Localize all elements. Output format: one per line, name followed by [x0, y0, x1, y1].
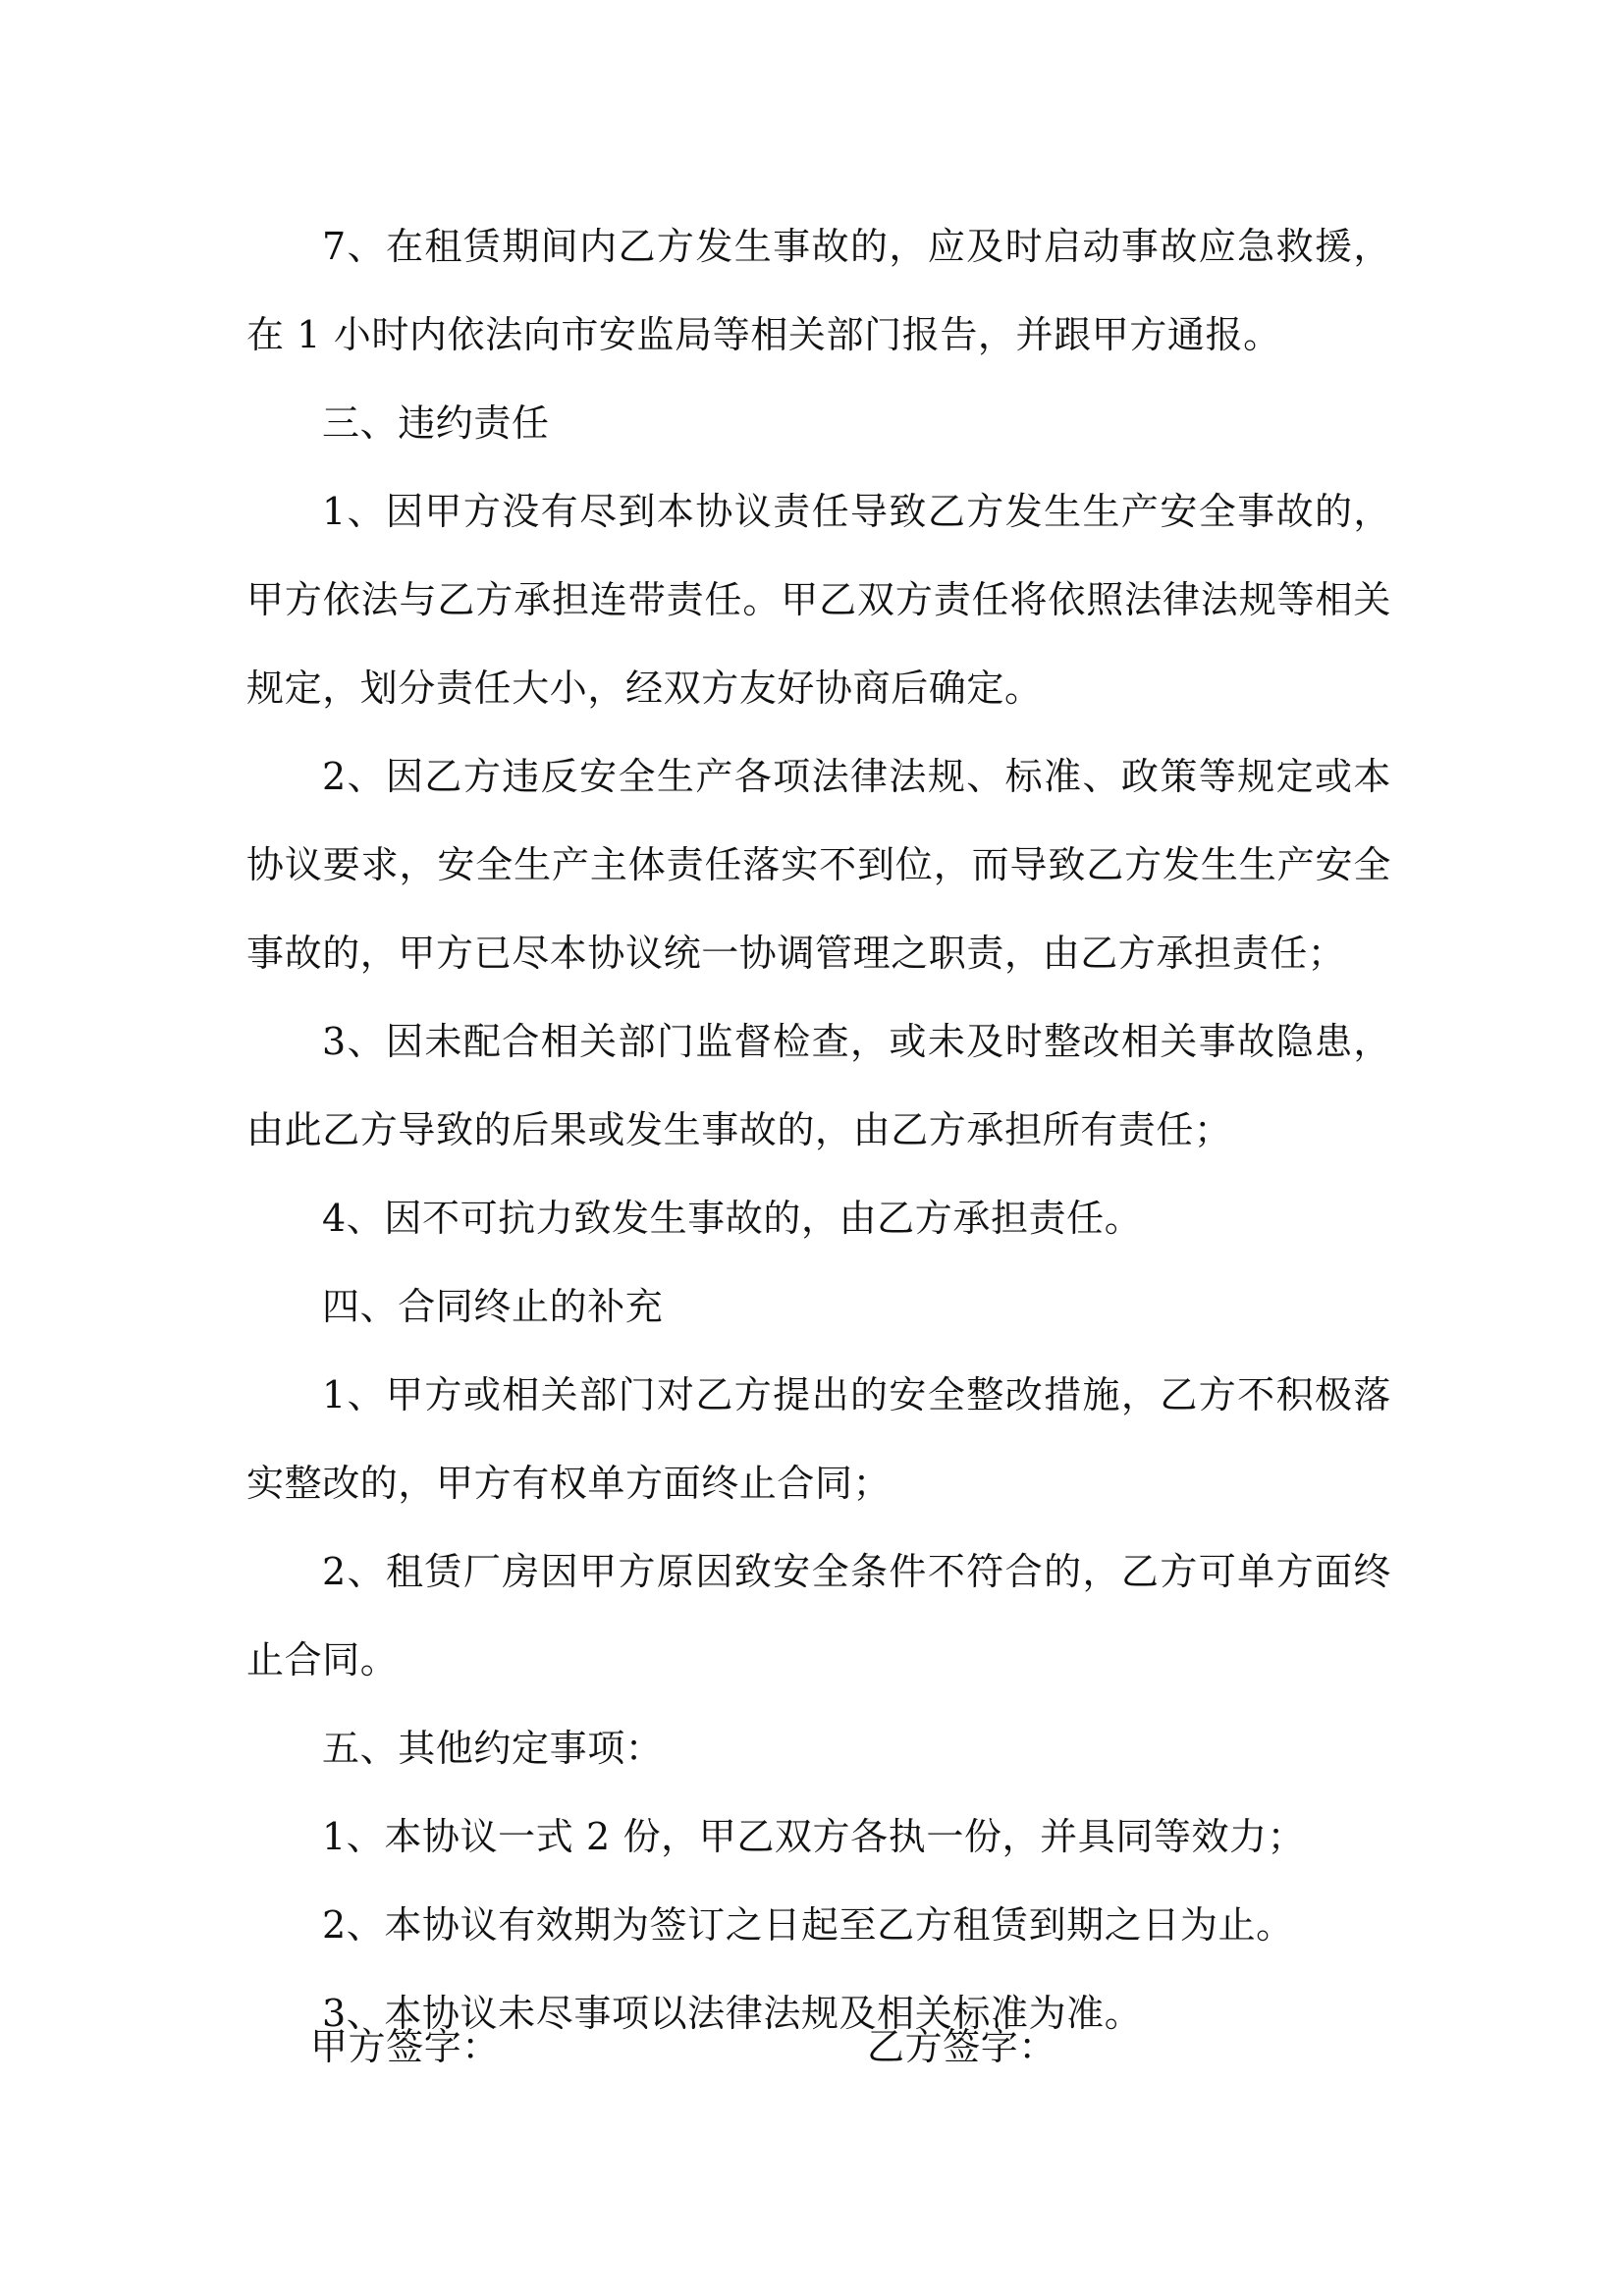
clause-liability-3: 3、因未配合相关部门监督检查，或未及时整改相关事故隐患，由此乙方导致的后果或发生事故的，由乙方承担所有责任； — [246, 1020, 1391, 1151]
party-b-signature-label: 乙方签字： — [867, 2025, 1057, 2068]
clause-termination-1: 1、甲方或相关部门对乙方提出的安全整改措施，乙方不积极落实整改的，甲方有权单方面终止合同； — [246, 1373, 1391, 1505]
clause-other-3: 3、本协议未尽事项以法律法规及相关标准为准。 — [322, 1992, 1143, 2035]
section-heading-other-matters: 五、其他约定事项： — [322, 1727, 664, 1770]
clause-termination-2: 2、租赁厂房因甲方原因致安全条件不符合的，乙方可单方面终止合同。 — [246, 1550, 1391, 1682]
clause-liability-4: 4、因不可抗力致发生事故的，由乙方承担责任。 — [322, 1197, 1143, 1240]
section-heading-contract-termination: 四、合同终止的补充 — [322, 1285, 664, 1328]
clause-liability-2: 2、因乙方违反安全生产各项法律法规、标准、政策等规定或本协议要求，安全生产主体责任落实不到位，而导致乙方发生生产安全事故的，甲方已尽本协议统一协调管理之职责，由乙方承担责任； — [246, 755, 1391, 975]
section-heading-breach-liability: 三、违约责任 — [322, 401, 550, 445]
clause-7-accident-reporting: 7、在租赁期间内乙方发生事故的，应及时启动事故应急救援，在 1 小时内依法向市安监局等相关部门报告，并跟甲方通报。 — [246, 225, 1391, 356]
clause-other-1: 1、本协议一式 2 份，甲乙双方各执一份，并具同等效力； — [322, 1815, 1306, 1858]
party-a-signature-label: 甲方签字： — [310, 2025, 501, 2068]
clause-other-2: 2、本协议有效期为签订之日起至乙方租赁到期之日为止。 — [322, 1903, 1294, 1947]
signature-row — [310, 2002, 1390, 2091]
clause-liability-1: 1、因甲方没有尽到本协议责任导致乙方发生生产安全事故的，甲方依法与乙方承担连带责任。甲乙双方责任将依照法律法规等相关规定，划分责任大小，经双方友好协商后确定。 — [246, 490, 1391, 710]
document-body — [246, 202, 1391, 2057]
